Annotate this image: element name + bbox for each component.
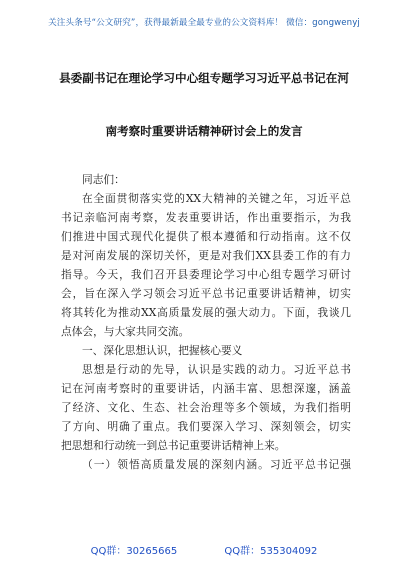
paragraph-line: 指导。今天，我们召开县委理论学习中心组专题学习研讨 xyxy=(61,268,351,281)
paragraph-line: 书记亲临河南考察，发表重要讲话，作出重要指示，为我 xyxy=(61,211,351,224)
paragraph-line: 点体会，与大家共同交流。 xyxy=(61,325,190,338)
footer-contact xyxy=(0,542,408,557)
salutation: 同志们： xyxy=(82,173,125,186)
subsection-line: （一）领悟高质量发展的深刻内涵。习近平总书记强 xyxy=(82,458,351,471)
paragraph-line: 记在河南考察时的重要讲话，内涵丰富、思想深邃，涵盖 xyxy=(61,382,351,395)
paragraph-line: 们推进中国式现代化提供了根本遵循和行动指南。这不仅 xyxy=(61,230,351,243)
footer-qq-group-2: QQ群：535304092 xyxy=(224,546,318,557)
paragraph-line: 了经济、文化、生态、社会治理等多个领域，为我们指明 xyxy=(61,401,351,414)
paragraph-line: 将其转化为推动XX高质量发展的强大动力。下面，我谈几 xyxy=(61,306,351,319)
document-title-line-1: 县委副书记在理论学习中心组专题学习习近平总书记在河 xyxy=(59,71,349,85)
header-promo-note: 关注头条号“公文研究”，获得最新最全最专业的公文资料库！ 微信：gongwenyj xyxy=(48,18,360,28)
document-body xyxy=(61,170,351,474)
paragraph-line: 了方向、明确了重点。我们要深入学习、深刻领会，切实 xyxy=(61,420,351,433)
paragraph-line: 会，旨在深入学习领会习近平总书记重要讲话精神，切实 xyxy=(61,287,351,300)
paragraph-line: 在全面贯彻落实党的XX大精神的关键之年，习近平总 xyxy=(82,192,351,205)
paragraph-line: 思想是行动的先导，认识是实践的动力。习近平总书 xyxy=(82,363,351,376)
paragraph-line: 是对河南发展的深切关怀，更是对我们XX县委工作的有力 xyxy=(61,249,351,262)
footer-qq-group-1: QQ群：30265665 xyxy=(90,546,178,557)
section-heading: 一、深化思想认识，把握核心要义 xyxy=(82,344,243,357)
paragraph-line: 把思想和行动统一到总书记重要讲话精神上来。 xyxy=(61,439,286,452)
document-title-line-2: 南考察时重要讲话精神研讨会上的发言 xyxy=(105,124,303,138)
